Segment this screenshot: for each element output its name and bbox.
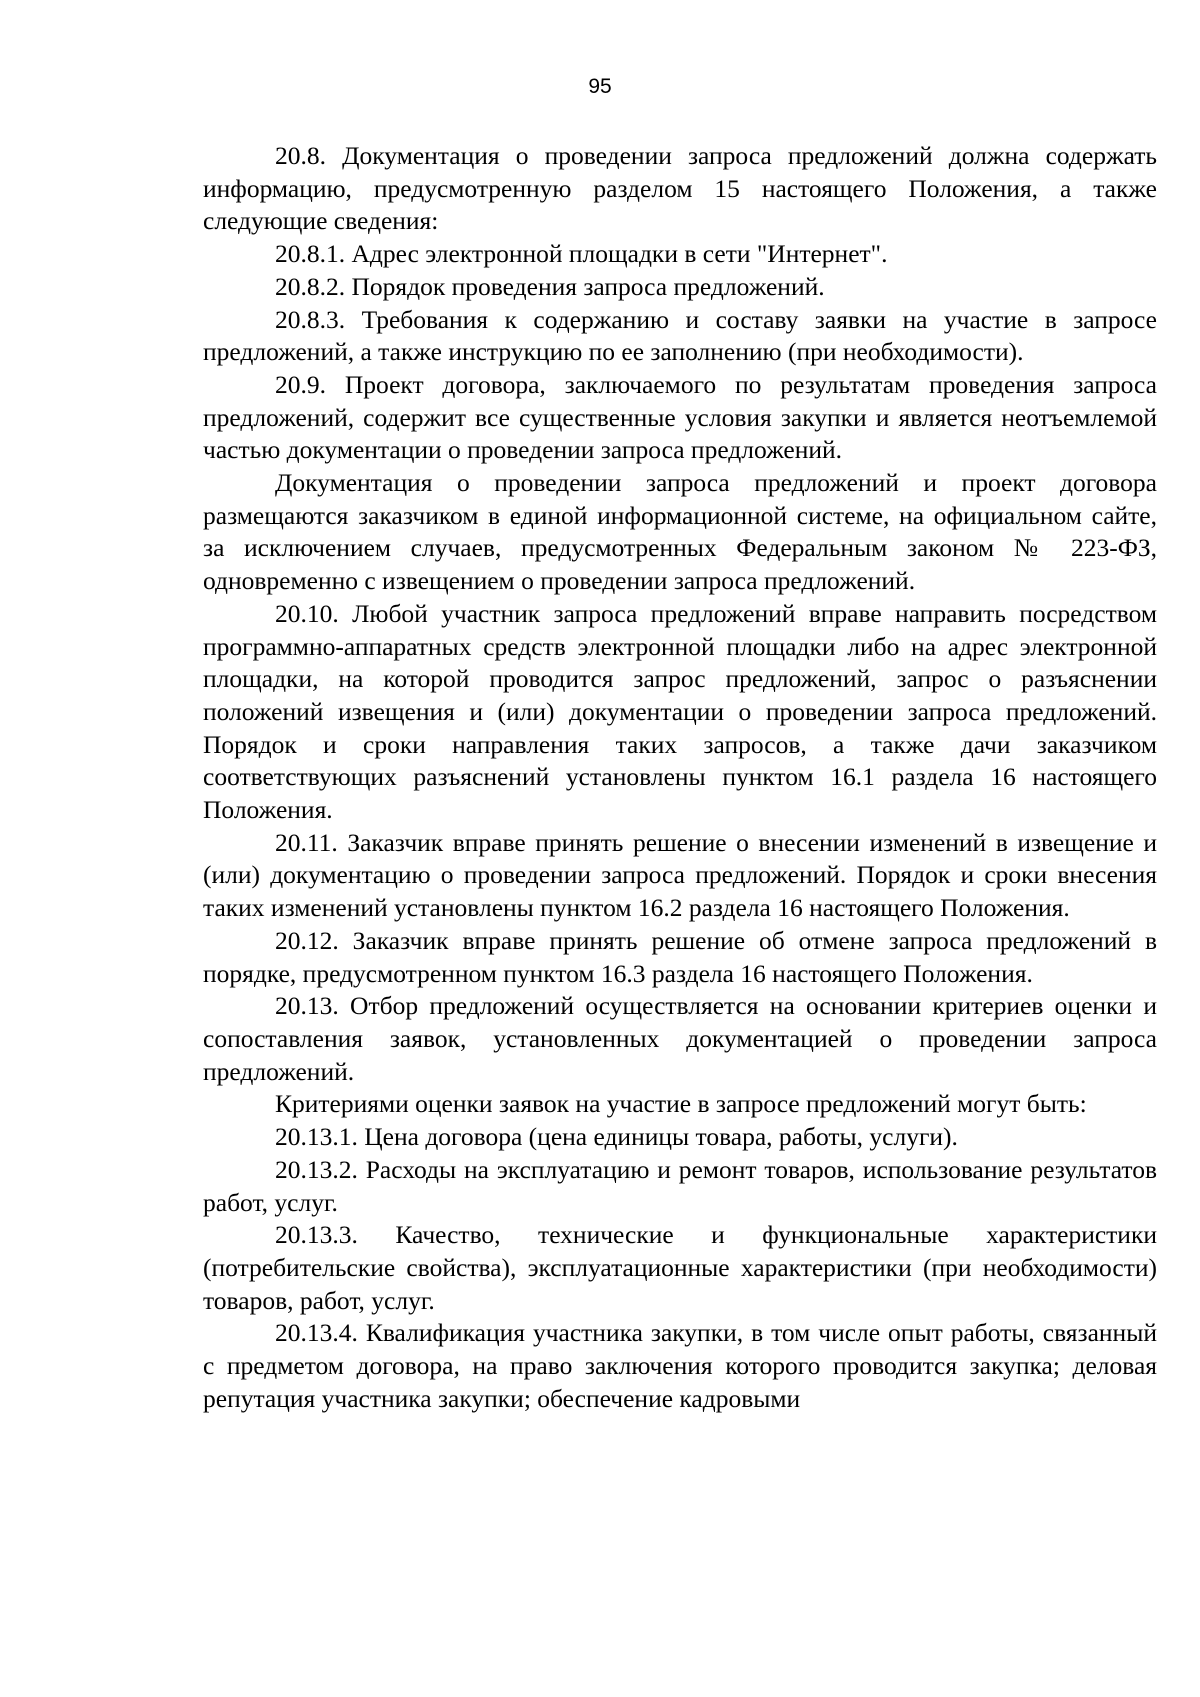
paragraph-20-8-1: 20.8.1. Адрес электронной площадки в сети "Интернет". (275, 239, 888, 269)
paragraph-20-8: 20.8. Документация о проведении запроса предложений должна содержать информацию, предусмотренную разделом 15 настоящего Положения, а также следующие сведения: (203, 141, 1157, 236)
paragraph-20-8-3: 20.8.3. Требования к содержанию и составу заявки на участие в запросе предложений, а также инструкцию по ее заполнению (при необходимости). (203, 304, 1157, 367)
paragraph-20-13: 20.13. Отбор предложений осуществляется на основании критериев оценки и сопоставления заявок, установленных документацией о проведении запроса предложений. (203, 991, 1157, 1086)
paragraph-20-10: 20.10. Любой участник запроса предложений вправе направить посредством программно-аппаратных средств электронной площадки либо на адрес электронной площадки, на которой проводится запрос предложений, запрос о разъяснении положений извещения и (или) документации о проведении запроса предложений. Порядок и сроки направления таких запросов, а также дачи заказчиком соответствующих разъяснений установлены пунктом 16.1 раздела 16 настоящего Положения. (203, 598, 1157, 825)
paragraph-20-11: 20.11. Заказчик вправе принять решение о внесении изменений в извещение и (или) документацию о проведении запроса предложений. Порядок и сроки внесения таких изменений установлены пунктом 16.2 раздела 16 настоящего Положения. (203, 827, 1157, 923)
page-number: 95 (588, 75, 612, 98)
document-body (203, 140, 1157, 1415)
paragraph-20-8-2: 20.8.2. Порядок проведения запроса предложений. (275, 271, 825, 301)
paragraph-20-13-4: 20.13.4. Квалификация участника закупки, в том числе опыт работы, связанный с предметом договора, на право заключения которого проводится закупка; деловая репутация участника закупки; обеспечение кадровыми (203, 1318, 1157, 1413)
paragraph-20-13-1: 20.13.1. Цена договора (цена единицы товара, работы, услуги). (275, 1122, 958, 1152)
paragraph-20-13-3: 20.13.3. Качество, технические и функциональные характеристики (потребительские свойства), эксплуатационные характеристики (при необходимости) товаров, работ, услуг. (203, 1220, 1157, 1315)
paragraph-20-9: 20.9. Проект договора, заключаемого по результатам проведения запроса предложений, содержит все существенные условия закупки и является неотъемлемой частью документации о проведении запроса предложений. (203, 369, 1157, 465)
paragraph-20-12: 20.12. Заказчик вправе принять решение об отмене запроса предложений в порядке, предусмотренном пунктом 16.3 раздела 16 настоящего Положения. (203, 925, 1157, 988)
paragraph-20-13-2: 20.13.2. Расходы на эксплуатацию и ремонт товаров, использование результатов работ, услуг. (203, 1154, 1157, 1217)
paragraph-documentation-placement: Документация о проведении запроса предложений и проект договора размещаются заказчиком в единой информационной системе, на официальном сайте, за исключением случаев, предусмотренных Федеральным законом № 223-ФЗ, одновременно с извещением о проведении запроса предложений. (203, 468, 1157, 596)
paragraph-criteria-intro: Критериями оценки заявок на участие в запросе предложений могут быть: (275, 1089, 1087, 1119)
